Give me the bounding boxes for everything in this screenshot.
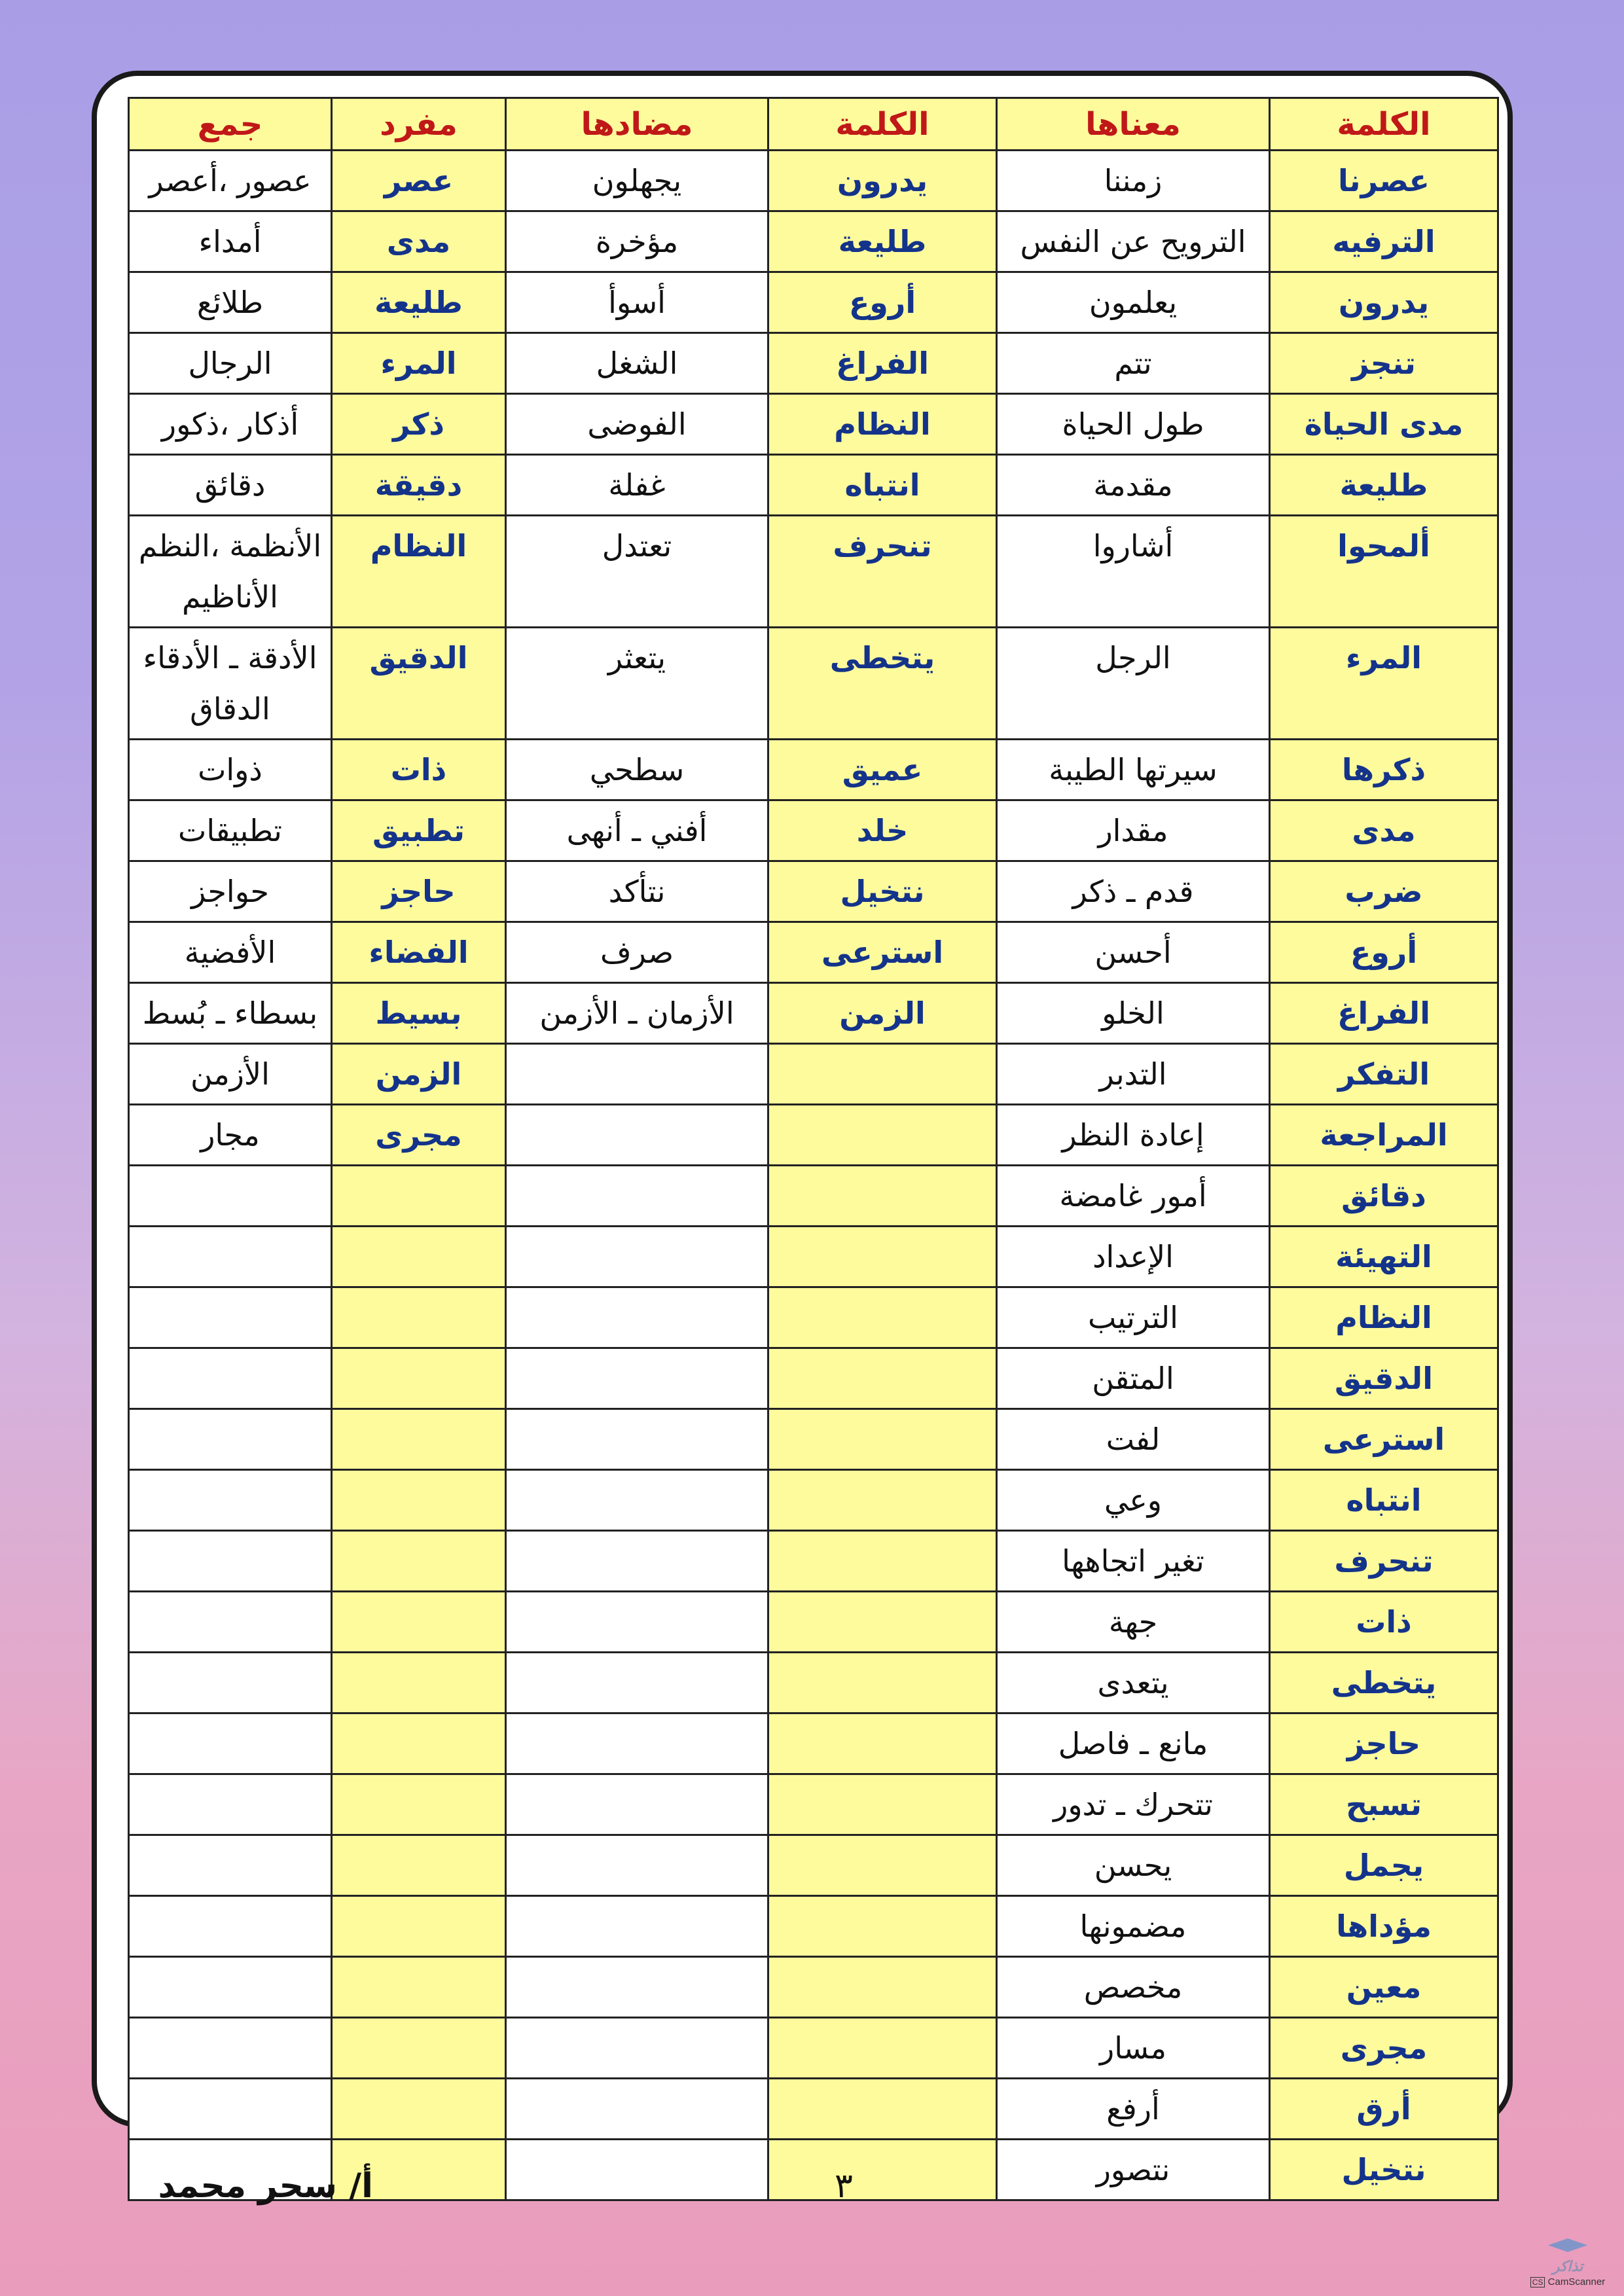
plural-cell: [129, 1409, 332, 1470]
table-row: [129, 333, 1498, 394]
word2-cell: [768, 1653, 997, 1713]
meaning-cell: تغير اتجاهها: [997, 1531, 1270, 1592]
plural-cell: أمداء: [129, 211, 332, 272]
word2-cell: [768, 2018, 997, 2079]
table-row: [129, 1348, 1498, 1409]
antonym-cell: صرف: [506, 922, 768, 983]
antonym-cell: سطحي: [506, 740, 768, 800]
plural-cell: [129, 1470, 332, 1531]
antonym-cell: [506, 1653, 768, 1713]
table-row: [129, 394, 1498, 455]
singular-cell: [332, 1287, 506, 1348]
word2-cell: طليعة: [768, 211, 997, 272]
antonym-cell: نتأكد: [506, 861, 768, 922]
meaning-cell: مانع ـ فاصل: [997, 1713, 1270, 1774]
word2-cell: أروع: [768, 272, 997, 333]
antonym-cell: يتعثر: [506, 628, 768, 740]
word2-cell: [768, 1409, 997, 1470]
word2-cell: [768, 1957, 997, 2018]
header-word-1: الكلمة: [1270, 98, 1498, 151]
word2-cell: [768, 1287, 997, 1348]
word2-cell: النظام: [768, 394, 997, 455]
antonym-cell: [506, 1227, 768, 1287]
table-header-row: [129, 98, 1498, 151]
plural-cell: تطبيقات: [129, 800, 332, 861]
antonym-cell: الفوضى: [506, 394, 768, 455]
meaning-cell: يعلمون: [997, 272, 1270, 333]
meaning-cell: لفت: [997, 1409, 1270, 1470]
word-cell: نتخيل: [1270, 2140, 1498, 2200]
meaning-cell: الإعداد: [997, 1227, 1270, 1287]
word-cell: يجمل: [1270, 1835, 1498, 1896]
singular-cell: النظام: [332, 516, 506, 628]
header-singular: مفرد: [332, 98, 506, 151]
word-cell: ضرب: [1270, 861, 1498, 922]
table-row: [129, 800, 1498, 861]
antonym-cell: [506, 1774, 768, 1835]
antonym-cell: [506, 1470, 768, 1531]
table-row: [129, 1044, 1498, 1105]
table-row: [129, 922, 1498, 983]
singular-cell: الدقيق: [332, 628, 506, 740]
word2-cell: [768, 1166, 997, 1227]
plural-cell: الرجال: [129, 333, 332, 394]
plural-cell: [129, 1348, 332, 1409]
singular-cell: مدى: [332, 211, 506, 272]
table-row: [129, 1166, 1498, 1227]
table-row: [129, 1227, 1498, 1287]
meaning-cell: تتحرك ـ تدور: [997, 1774, 1270, 1835]
meaning-cell: وعي: [997, 1470, 1270, 1531]
antonym-cell: [506, 1166, 768, 1227]
meaning-cell: أرفع: [997, 2079, 1270, 2140]
word2-cell: [768, 1531, 997, 1592]
antonym-cell: غفلة: [506, 455, 768, 516]
antonym-cell: يجهلون: [506, 151, 768, 211]
singular-cell: [332, 1348, 506, 1409]
plural-cell: حواجز: [129, 861, 332, 922]
header-antonym: مضادها: [506, 98, 768, 151]
singular-cell: حاجز: [332, 861, 506, 922]
plural-cell: دقائق: [129, 455, 332, 516]
plural-cell: [129, 1653, 332, 1713]
word-cell: مجرى: [1270, 2018, 1498, 2079]
plural-cell: الأزمن: [129, 1044, 332, 1105]
meaning-cell: إعادة النظر: [997, 1105, 1270, 1166]
word-cell: تسبح: [1270, 1774, 1498, 1835]
singular-cell: تطبيق: [332, 800, 506, 861]
word2-cell: [768, 1105, 997, 1166]
antonym-cell: [506, 1105, 768, 1166]
singular-cell: بسيط: [332, 983, 506, 1044]
singular-cell: المرء: [332, 333, 506, 394]
meaning-cell: أشاروا: [997, 516, 1270, 628]
antonym-cell: [506, 1531, 768, 1592]
word-cell: يدرون: [1270, 272, 1498, 333]
meaning-cell: طول الحياة: [997, 394, 1270, 455]
word-cell: الترفيه: [1270, 211, 1498, 272]
table-row: [129, 272, 1498, 333]
plural-cell: مجار: [129, 1105, 332, 1166]
meaning-cell: الخلو: [997, 983, 1270, 1044]
singular-cell: [332, 1592, 506, 1653]
plural-cell: [129, 1287, 332, 1348]
singular-cell: [332, 1713, 506, 1774]
antonym-cell: [506, 1044, 768, 1105]
table-row: [129, 1713, 1498, 1774]
header-word-2: الكلمة: [768, 98, 997, 151]
scanner-watermark: [1522, 2238, 1614, 2287]
antonym-cell: [506, 1896, 768, 1957]
word-cell: يتخطى: [1270, 1653, 1498, 1713]
plural-cell: ذوات: [129, 740, 332, 800]
singular-cell: عصر: [332, 151, 506, 211]
table-row: [129, 1774, 1498, 1835]
meaning-cell: مضمونها: [997, 1896, 1270, 1957]
word2-cell: [768, 2079, 997, 2140]
meaning-cell: الرجل: [997, 628, 1270, 740]
table-row: [129, 740, 1498, 800]
antonym-cell: [506, 1835, 768, 1896]
antonym-cell: [506, 1287, 768, 1348]
plural-cell: [129, 1774, 332, 1835]
word-cell: الدقيق: [1270, 1348, 1498, 1409]
antonym-cell: [506, 2079, 768, 2140]
antonym-cell: الأزمان ـ الأزمن: [506, 983, 768, 1044]
singular-cell: [332, 1957, 506, 2018]
meaning-cell: تتم: [997, 333, 1270, 394]
word2-cell: خلد: [768, 800, 997, 861]
page-number: ٣: [835, 2166, 853, 2206]
antonym-cell: أفني ـ أنهى: [506, 800, 768, 861]
singular-cell: دقيقة: [332, 455, 506, 516]
plural-cell: [129, 1713, 332, 1774]
meaning-cell: أحسن: [997, 922, 1270, 983]
antonym-cell: مؤخرة: [506, 211, 768, 272]
table-row: [129, 1957, 1498, 2018]
word2-cell: [768, 1470, 997, 1531]
word-cell: ألمحوا: [1270, 516, 1498, 628]
plural-cell: الأنظمة ،النظم الأناظيم: [129, 516, 332, 628]
antonym-cell: [506, 1592, 768, 1653]
table-row: [129, 1835, 1498, 1896]
plural-cell: [129, 1166, 332, 1227]
word2-cell: استرعى: [768, 922, 997, 983]
table-row: [129, 1653, 1498, 1713]
word-cell: تنجز: [1270, 333, 1498, 394]
word-cell: حاجز: [1270, 1713, 1498, 1774]
antonym-cell: [506, 1957, 768, 2018]
word-cell: التهيئة: [1270, 1227, 1498, 1287]
singular-cell: [332, 1409, 506, 1470]
singular-cell: [332, 1653, 506, 1713]
vocabulary-table: [128, 97, 1499, 2201]
watermark-brand: تذاكر: [1552, 2258, 1583, 2274]
table-row: [129, 455, 1498, 516]
antonym-cell: [506, 1409, 768, 1470]
word2-cell: [768, 1774, 997, 1835]
singular-cell: [332, 1470, 506, 1531]
singular-cell: الزمن: [332, 1044, 506, 1105]
singular-cell: [332, 1227, 506, 1287]
antonym-cell: الشغل: [506, 333, 768, 394]
word2-cell: نتخيل: [768, 861, 997, 922]
plural-cell: الأفضية: [129, 922, 332, 983]
antonym-cell: أسوأ: [506, 272, 768, 333]
plural-cell: الأدقة ـ الأدقاء الدقاق: [129, 628, 332, 740]
table-row: [129, 151, 1498, 211]
antonym-cell: [506, 1713, 768, 1774]
table-row: [129, 1105, 1498, 1166]
header-meaning: معناها: [997, 98, 1270, 151]
table-row: [129, 211, 1498, 272]
singular-cell: [332, 1531, 506, 1592]
word2-cell: يدرون: [768, 151, 997, 211]
antonym-cell: [506, 2140, 768, 2200]
word2-cell: [768, 1044, 997, 1105]
table-row: [129, 1470, 1498, 1531]
plural-cell: [129, 2018, 332, 2079]
table-row: [129, 983, 1498, 1044]
word2-cell: انتباه: [768, 455, 997, 516]
singular-cell: طليعة: [332, 272, 506, 333]
singular-cell: [332, 1166, 506, 1227]
plural-cell: [129, 1835, 332, 1896]
meaning-cell: نتصور: [997, 2140, 1270, 2200]
word-cell: انتباه: [1270, 1470, 1498, 1531]
meaning-cell: سيرتها الطيبة: [997, 740, 1270, 800]
word2-cell: عميق: [768, 740, 997, 800]
plural-cell: [129, 1227, 332, 1287]
plural-cell: عصور ،أعصر: [129, 151, 332, 211]
meaning-cell: يتعدى: [997, 1653, 1270, 1713]
word2-cell: [768, 1835, 997, 1896]
word-cell: أرق: [1270, 2079, 1498, 2140]
singular-cell: [332, 1774, 506, 1835]
meaning-cell: المتقن: [997, 1348, 1270, 1409]
plural-cell: [129, 2079, 332, 2140]
teacher-name: أ/ سحر محمد: [158, 2166, 373, 2206]
plural-cell: طلائع: [129, 272, 332, 333]
singular-cell: مجرى: [332, 1105, 506, 1166]
word2-cell: [768, 1592, 997, 1653]
singular-cell: [332, 2079, 506, 2140]
camscanner-label: CamScanner: [1547, 2276, 1606, 2287]
word-cell: معين: [1270, 1957, 1498, 2018]
plural-cell: [129, 1957, 332, 2018]
word-cell: الفراغ: [1270, 983, 1498, 1044]
table-body: [129, 151, 1498, 2200]
plural-cell: بسطاء ـ بُسط: [129, 983, 332, 1044]
table-row: [129, 1531, 1498, 1592]
word2-cell: يتخطى: [768, 628, 997, 740]
table-row: [129, 2018, 1498, 2079]
meaning-cell: مقدار: [997, 800, 1270, 861]
word2-cell: [768, 2140, 997, 2200]
camscanner-icon: CS: [1530, 2277, 1545, 2287]
antonym-cell: تعتدل: [506, 516, 768, 628]
word2-cell: [768, 1227, 997, 1287]
table-row: [129, 1287, 1498, 1348]
word-cell: دقائق: [1270, 1166, 1498, 1227]
word-cell: طليعة: [1270, 455, 1498, 516]
singular-cell: الفضاء: [332, 922, 506, 983]
word2-cell: الزمن: [768, 983, 997, 1044]
singular-cell: [332, 1835, 506, 1896]
table-row: [129, 1896, 1498, 1957]
table-row: [129, 628, 1498, 740]
singular-cell: [332, 1896, 506, 1957]
singular-cell: ذات: [332, 740, 506, 800]
antonym-cell: [506, 2018, 768, 2079]
word2-cell: تنحرف: [768, 516, 997, 628]
word-cell: تنحرف: [1270, 1531, 1498, 1592]
table-row: [129, 1592, 1498, 1653]
word-cell: النظام: [1270, 1287, 1498, 1348]
meaning-cell: مخصص: [997, 1957, 1270, 2018]
plural-cell: [129, 1896, 332, 1957]
meaning-cell: مسار: [997, 2018, 1270, 2079]
singular-cell: ذكر: [332, 394, 506, 455]
word-cell: مدى الحياة: [1270, 394, 1498, 455]
table-row: [129, 516, 1498, 628]
meaning-cell: جهة: [997, 1592, 1270, 1653]
table-row: [129, 861, 1498, 922]
word2-cell: الفراغ: [768, 333, 997, 394]
table-row: [129, 2079, 1498, 2140]
word-cell: مدى: [1270, 800, 1498, 861]
word-cell: مؤداها: [1270, 1896, 1498, 1957]
meaning-cell: الترتيب: [997, 1287, 1270, 1348]
word-cell: استرعى: [1270, 1409, 1498, 1470]
word-cell: التفكر: [1270, 1044, 1498, 1105]
plural-cell: [129, 1592, 332, 1653]
header-plural: جمع: [129, 98, 332, 151]
singular-cell: [332, 2018, 506, 2079]
plural-cell: [129, 1531, 332, 1592]
table-row: [129, 1409, 1498, 1470]
meaning-cell: يحسن: [997, 1835, 1270, 1896]
word-cell: أروع: [1270, 922, 1498, 983]
meaning-cell: مقدمة: [997, 455, 1270, 516]
word-cell: عصرنا: [1270, 151, 1498, 211]
word-cell: المرء: [1270, 628, 1498, 740]
word-cell: المراجعة: [1270, 1105, 1498, 1166]
meaning-cell: التدبر: [997, 1044, 1270, 1105]
meaning-cell: الترويح عن النفس: [997, 211, 1270, 272]
antonym-cell: [506, 1348, 768, 1409]
graduation-cap-icon: [1548, 2238, 1587, 2255]
meaning-cell: أمور غامضة: [997, 1166, 1270, 1227]
meaning-cell: قدم ـ ذكر: [997, 861, 1270, 922]
word2-cell: [768, 1896, 997, 1957]
plural-cell: أذكار ،ذكور: [129, 394, 332, 455]
word2-cell: [768, 1713, 997, 1774]
meaning-cell: زمننا: [997, 151, 1270, 211]
word2-cell: [768, 1348, 997, 1409]
word-cell: ذكرها: [1270, 740, 1498, 800]
word-cell: ذات: [1270, 1592, 1498, 1653]
